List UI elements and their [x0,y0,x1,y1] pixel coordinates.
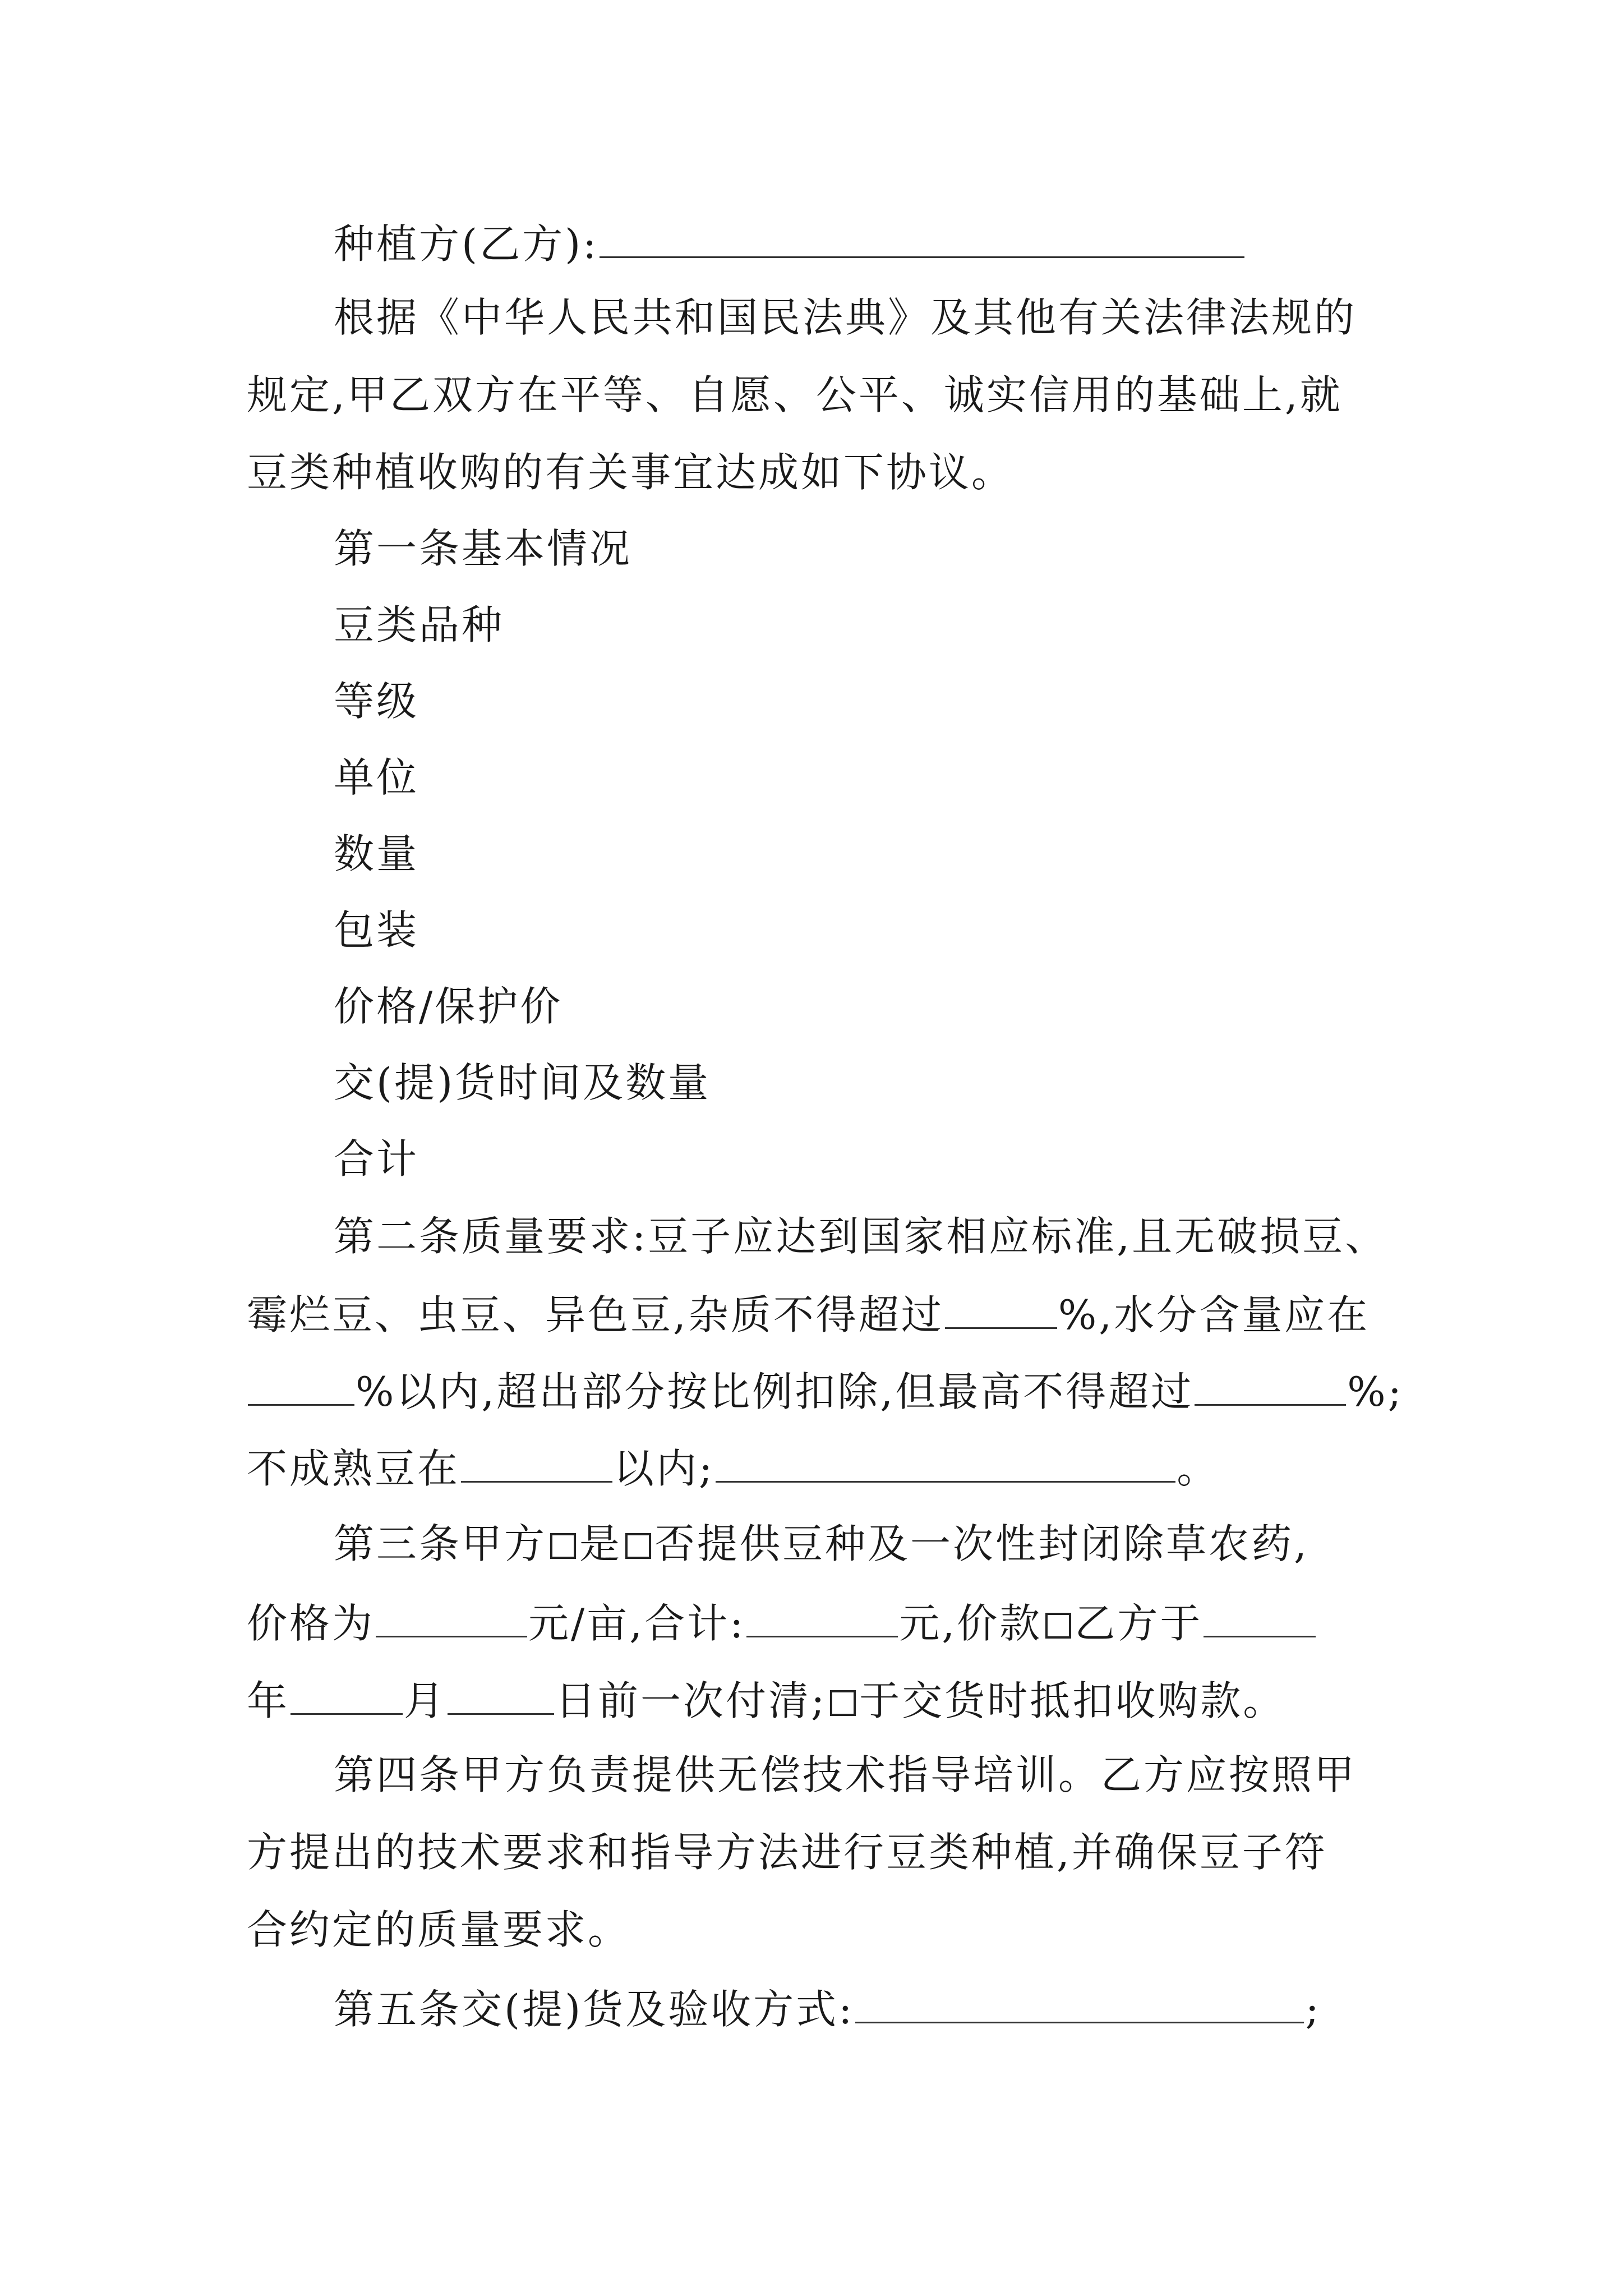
article-4-line-3: 合约定的质量要求。 [247,1906,631,1953]
moisture-blank[interactable] [248,1369,354,1406]
article-3-text: 年 [247,1677,290,1724]
article-2-text: %,水分含量应在 [1058,1291,1370,1338]
other-requirement-blank[interactable] [716,1446,1175,1483]
no-checkbox[interactable] [625,1533,651,1559]
article-3-text: 价格为 [247,1600,375,1647]
immature-blank[interactable] [461,1446,612,1483]
planter-line [334,220,1246,268]
article-3-text: 日前一次付清; [555,1677,827,1724]
article-1-item: 等级 [334,678,419,725]
article-3-line-2 [247,1600,1317,1647]
article-3-text: 于交货时抵扣收购款。 [859,1677,1286,1724]
article-3-line-1 [334,1520,1309,1567]
deduct-checkbox[interactable] [830,1690,856,1716]
article-3-text: 是 [579,1520,623,1567]
basis-line-3: 豆类种植收购的有关事宜达成如下协议。 [247,449,1015,496]
article-1-item: 豆类品种 [334,601,505,648]
article-1-title: 第一条基本情况 [334,525,633,572]
pay-in-full-checkbox[interactable] [1045,1613,1071,1639]
article-5-line [334,1986,1321,2033]
day-blank[interactable] [448,1678,554,1715]
article-4-line-2: 方提出的技术要求和指导方法进行豆类种植,并确保豆子符 [247,1829,1327,1876]
total-blank[interactable] [746,1601,898,1637]
article-1-item: 单位 [334,754,419,801]
article-2-text: 霉烂豆、虫豆、异色豆,杂质不得超过 [247,1291,944,1338]
article-1-item: 合计 [334,1135,419,1182]
article-5-end: ; [1305,1986,1321,2033]
article-3-line-3 [247,1677,1286,1724]
basis-line-1: 根据《中华人民共和国民法典》及其他有关法律法规的 [334,294,1357,341]
article-3-text: 否提供豆种及一次性封闭除草农药, [654,1520,1309,1567]
article-3-text: 元/亩,合计: [528,1600,746,1647]
planter-blank[interactable] [600,222,1244,258]
delivery-method-blank[interactable] [855,1987,1304,2023]
article-2-text: %以内,超出部分按比例扣除,但最高不得超过 [356,1368,1194,1415]
planter-label: 种植方(乙方): [334,220,599,268]
article-1-item: 包装 [334,907,419,954]
max-deduction-blank[interactable] [1195,1369,1346,1406]
article-1-item: 交(提)货时间及数量 [334,1059,711,1106]
yes-checkbox[interactable] [550,1533,576,1559]
article-2-text: 。 [1177,1445,1220,1492]
article-1-item: 价格/保护价 [334,983,563,1030]
article-3-text: 月 [404,1677,447,1724]
article-5-label: 第五条交(提)货及验收方式: [334,1986,855,2033]
article-3-text: 第三条甲方 [334,1520,547,1567]
article-2-text: 不成熟豆在 [247,1445,460,1492]
article-4-line-1: 第四条甲方负责提供无偿技术指导培训。乙方应按照甲 [334,1751,1357,1798]
article-3-text: 元,价款 [899,1600,1043,1647]
article-1-item: 数量 [334,830,419,877]
impurity-blank[interactable] [945,1292,1057,1329]
basis-line-2: 规定,甲乙双方在平等、自愿、公平、诚实信用的基础上,就 [247,371,1343,418]
year-blank[interactable] [1204,1601,1316,1637]
month-blank[interactable] [291,1678,403,1715]
article-2-line-4 [247,1445,1220,1492]
article-3-text: 乙方于 [1075,1600,1203,1647]
article-2-text: 以内; [614,1445,715,1492]
article-2-line-1: 第二条质量要求:豆子应达到国家相应标准,且无破损豆、 [334,1213,1388,1260]
article-2-line-2 [247,1291,1370,1338]
article-2-text: %; [1347,1368,1404,1415]
article-2-line-3 [247,1368,1404,1415]
price-per-mu-blank[interactable] [376,1601,527,1637]
